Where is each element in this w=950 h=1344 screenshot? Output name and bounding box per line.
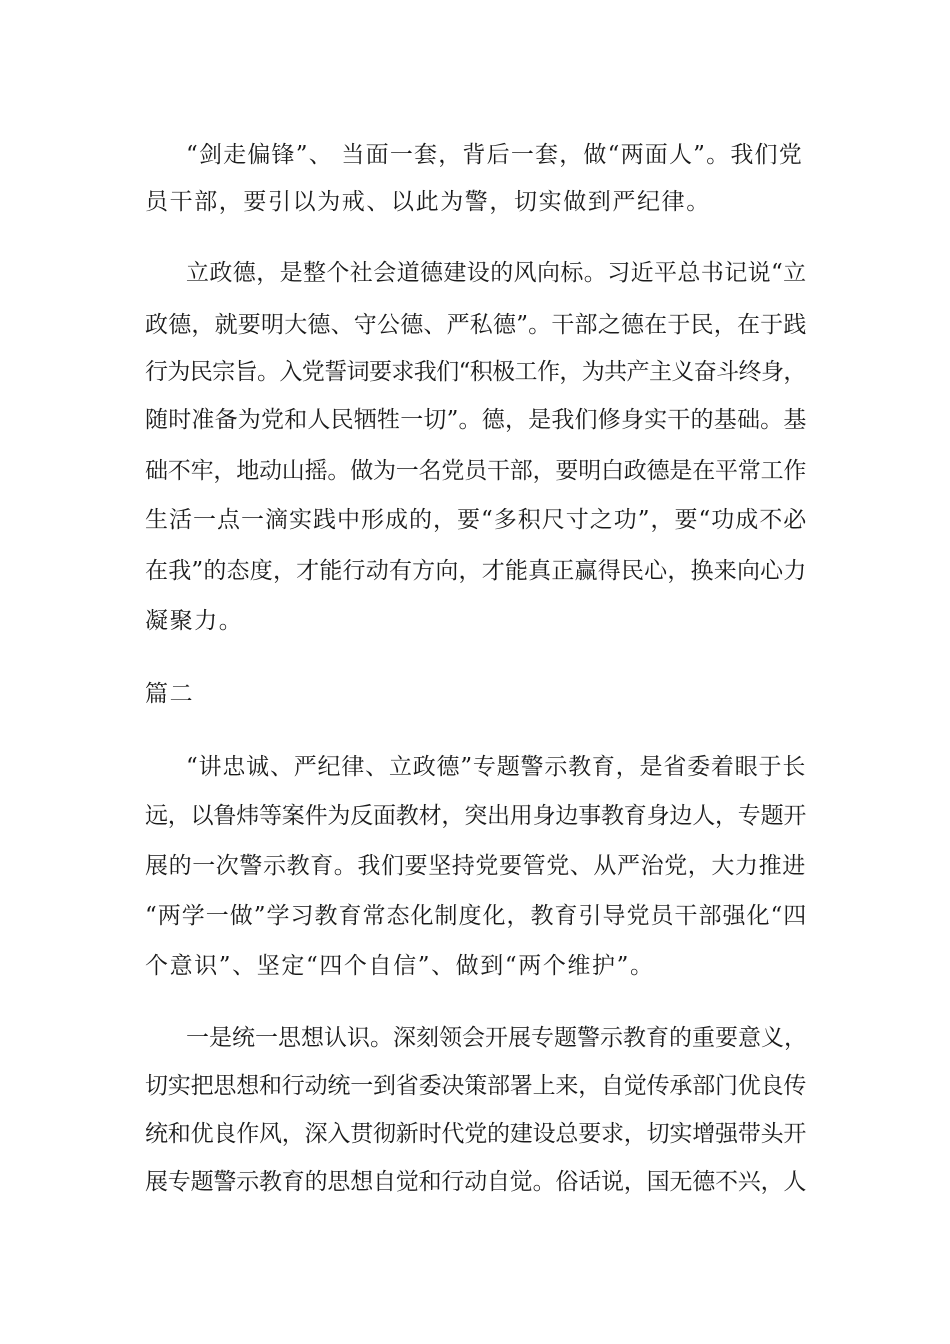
paragraph-2-line-8: 凝聚力。 (145, 608, 244, 634)
paragraph-1-line-2: 员干部，要引以为戒、以此为警，切实做到严纪律。 (145, 189, 711, 215)
paragraph-3-line-1: “讲忠诚、严纪律、立政德”专题警示教育，是省委着眼于长 (186, 754, 807, 780)
paragraph-2-line-5: 础不牢，地动山摇。做为一名党员干部，要明白政德是在平常工作 (145, 458, 807, 484)
paragraph-3-line-3: 展的一次警示教育。我们要坚持党要管党、从严治党，大力推进 (145, 853, 806, 879)
paragraph-3-line-2: 远，以鲁炜等案件为反面教材，突出用身边事教育身边人，专题开 (145, 803, 807, 829)
paragraph-4-line-4: 展专题警示教育的思想自觉和行动自觉。俗话说，国无德不兴，人 (145, 1169, 807, 1195)
paragraph-1-line-1: “剑走偏锋”、 当面一套，背后一套，做“两面人”。我们党 (186, 142, 803, 168)
paragraph-3-line-5: 个意识”、坚定“四个自信”、做到“两个维护”。 (145, 953, 655, 979)
paragraph-2-line-2: 政德，就要明大德、守公德、严私德”。干部之德在于民，在于践 (145, 312, 807, 338)
section-heading: 篇二 (145, 681, 195, 707)
paragraph-2-line-1: 立政德，是整个社会道德建设的风向标。习近平总书记说“立 (186, 260, 807, 286)
paragraph-4-line-1: 一是统一思想认识。深刻领会开展专题警示教育的重要意义， (186, 1025, 807, 1051)
paragraph-2-line-4: 随时准备为党和人民牺牲一切”。德，是我们修身实干的基础。基 (145, 407, 807, 433)
paragraph-4-line-3: 统和优良作风，深入贯彻新时代党的建设总要求，切实增强带头开 (145, 1121, 807, 1147)
paragraph-4-line-2: 切实把思想和行动统一到省委决策部署上来，自觉传承部门优良传 (145, 1073, 807, 1099)
paragraph-2-line-3: 行为民宗旨。入党誓词要求我们“积极工作，为共产主义奋斗终身， (145, 359, 806, 385)
paragraph-2-line-7: 在我”的态度，才能行动有方向，才能真正赢得民心，换来向心力 (145, 558, 807, 584)
paragraph-2-line-6: 生活一点一滴实践中形成的，要“多积尺寸之功”，要“功成不必 (145, 507, 808, 533)
paragraph-3-line-4: “两学一做”学习教育常态化制度化，教育引导党员干部强化“四 (145, 903, 808, 929)
